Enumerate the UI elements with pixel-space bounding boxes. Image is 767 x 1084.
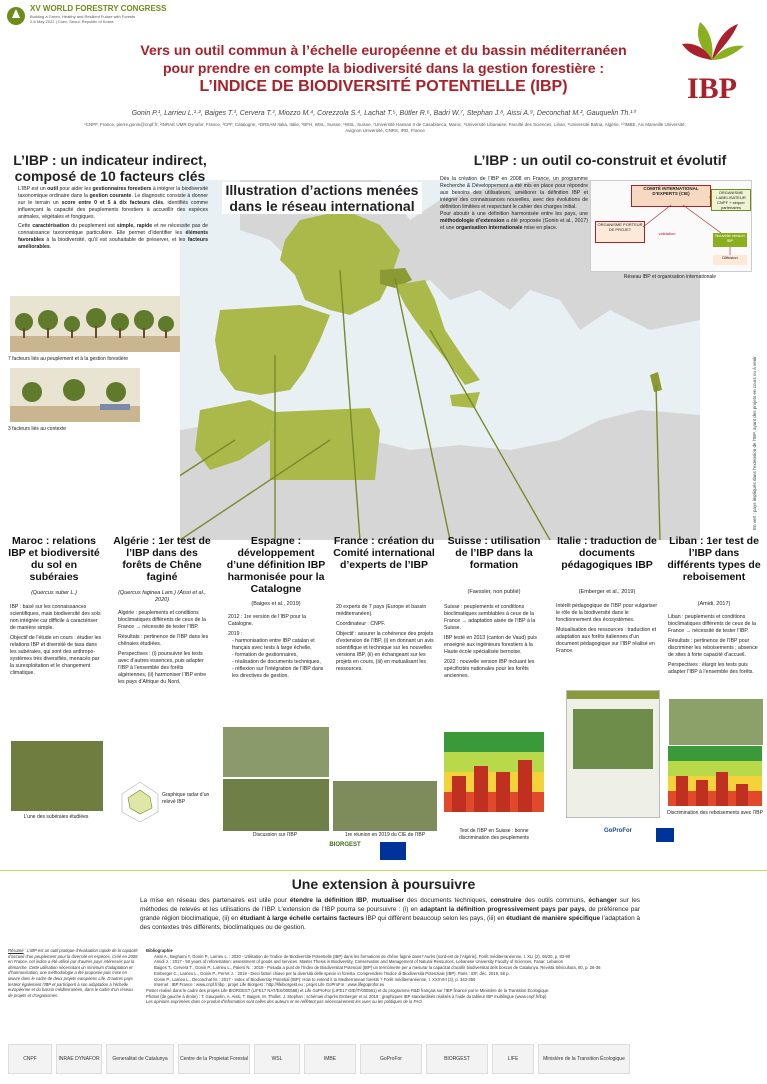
logo-cnpf: CNPF: [8, 1044, 52, 1074]
conference-title: XV WORLD FORESTRY CONGRESS: [30, 4, 167, 13]
wfc-logo: [6, 6, 26, 26]
diagram-box-project: ORGANISME PORTEUR DE PROJET: [595, 221, 645, 243]
col-suisse-sub: (Faessler, non publié): [467, 589, 521, 595]
col-liban-caption: Discrimination des reboisements avec l’IBP: [667, 810, 763, 816]
authors: Gonin P.¹, Larrieu L.¹·², Baiges T.³, Cervera T.³, Miozzo M.⁴, Corezzola S.⁴, Lachat T.⁵, Bütler R.⁶, Badri W.⁷, Stephan J.⁸, Aissi A.⁹, Deconchat M.², Gauquelin Th.¹⁰: [131, 110, 636, 117]
left-section-title: L’IBP : un indicateur indirect, composé de 10 facteurs clés: [13, 152, 207, 184]
col-maroc-sub: (Quercus suber L.): [31, 590, 77, 596]
diagram-box-cie: COMITÉ INTERNATIONAL D’EXPERTS (CIE): [631, 185, 711, 207]
biorgest-logo-inline: BIORGEST: [329, 842, 361, 848]
conference-subtitle: Building a Green, Healthy and Resilient Future with Forests 2-6 May 2022 | Coex, Seoul, Republic of Korea: [30, 14, 136, 24]
affiliations: ¹CNPF, France, pierre.gonin@cnpf.fr; ²INRAE UMR Dynafor, France, ³CPF, Catalogne, ⁴DREAM Italia, Italie, ⁵BFH, WSL, Suisse, ⁶WSL, Suisse, ⁷Université Hassan II de Casablanca, Maroc, ⁸Université Libanaise, Faculté des Sciences, Liban, ⁹Université Batna, Algérie, ¹⁰IMBE, Aix Marseille Université, Avignon Université, CNRS, IRD, France: [84, 122, 686, 133]
col-algerie-caption: Graphique radar d’un relevé IBP: [162, 792, 210, 805]
suisse-bar-chart: [444, 732, 544, 812]
col-suisse-caption: Test de l’IBP en Suisse : bonne discrimination des peuplements: [458, 828, 530, 841]
bibliography: Bibliographie Aissi A., Beghami Y, Gonin P., Larrieu L. : 2020 - Utilisation de l’indice de Biodiversité Potentielle (IBP) dans les formations de chêne faginé dans l’Aurès (nord-est de l’Algérie). Forêt méditerranéenne, t. XLI (2), 06/20, p. 83-90 Amidi J. : 2017 - 50 years of reforestation: assessment of goods and services. Master Thesis in Biodiversity, Conservation and Management of Natural Resources. Lebanese University Faculty of Sciences, Fanar, Lebanon Baiges T., Cervera T., Gonin P., Larrieu L., Palero N. : 2019 - Posada a punt de l’Índex de Biodiversitat Potencial (IBP) un termòmetre per a mesurar la capacitat d’acollir biodiversitat dels boscos de Catalunya. Revista Silvicultura, 80, p. 26-36 Emberger C., Larrieu L., Gonin P., Perret J. : 2019 - Dieci fattori chiave per la diversità delle specie in foresta. Comprendere l’Indice di Biodiversità Potenziale (IBP). Paris : IDF, déc. 2019, 58 p. Gonin P., Larrieu L., Deconchat M. : 2017 - Index of Biodiversity Potential (IBP): How to extend it to Mediterranean forests ? Forêt méditerranéenne, t. XXXVIII (3), p. 343-350 Internet : IBP France : www.cnpf.fr/ibp ; projet Life Biorgest : http://lifebiorgest.eu ; projet Life GoProFor : www.lifegoprofor.eu Poster réalisé dans le cadre des projets Life BIORGEST (LIFE17 NAT/ES/000568) et Life GoProFor (LIFE17 GIE/IT/000561) et du programme R&D français sur l’IBP financé par le Ministère de la Transition Écologique. Photos (de gauche à droite) : T. Gauquelin, A. Aissi, T. Baiges, M. Thollet, J. Stephan ; schémas d’après Emberger et al. 2019 ; graphiques IBP standardisés réalisés à l’aide du tableur IBP multilingue (www.cnpf.fr/ibp) Les opinions exprimées dans ce produit d’information sont celles des auteurs et ne reflètent pas nécessairement les vues ou les politiques de la FAO.: [146, 948, 601, 1005]
photo-espagne-discussion: [222, 778, 330, 832]
col-algerie-title: Algérie : 1er test de l’IBP dans des forêts de Chêne faginé: [113, 535, 211, 583]
middle-section-title: Illustration d’actions menées dans le réseau international: [222, 182, 422, 214]
extension-text: La mise en réseau des partenaires est utile pour étendre la définition IBP, mutualiser des documents techniques, construire des outils communs, échanger sur les méthodes de relevés et les utilisations de l’IBP. L’extension de l’IBP pourra se poursuivre : (i) en adaptant la définition progressivement pays par pays, de préférence par grande région bioclimatique, (ii) en étudiant à large échelle certains facteurs IBP qui diffèrent beaucoup selon les pays, (iii) en étudiant de manière spécifique l’adaptation à des contextes très différents, bioclimatiques ou de gestion.: [140, 897, 640, 931]
section-divider: [0, 870, 767, 871]
col-espagne-sub: (Baiges et al., 2019): [251, 601, 301, 607]
col-espagne-text: 2012 : 1re version de l’IBP pour la Catalogne. 2019 : - harmonisation entre IBP catalan et français avec tests à large échelle, - formation de gestionnaires, - réalisation de documents techniques, - réflexion sur l’intégration de l’IBP dans les directives de gestion.: [228, 614, 324, 679]
logo-imbe: IMBE: [304, 1044, 356, 1074]
poster-title-line2: pour prendre en compte la biodiversité dans la gestion forestière :: [162, 60, 605, 76]
logo-catalunya: Generalitat de Catalunya: [106, 1044, 174, 1074]
logo-inrae: INRAE DYNAFOR: [56, 1044, 102, 1074]
ibp-logo-text: IBP: [686, 72, 738, 105]
col-liban-title: Liban : 1er test de l’IBP dans différents types de reboisement: [667, 535, 761, 583]
side-note: En vert : pays impliqués dans l’extension de l’IBP, ayant des projets en cours ou à venir: [752, 356, 757, 530]
logo-cpf: Centre de la Propietat Forestal: [178, 1044, 250, 1074]
logo-ministere: Ministère de la Transition Écologique: [538, 1044, 630, 1074]
col-france-title: France : création du Comité international d’experts de l’IBP: [333, 535, 435, 571]
right-section-title: L’IBP : un outil co-construit et évolutif: [473, 152, 727, 168]
factors-caption-stand: 7 facteurs liés au peuplement et à la gestion forestière: [8, 356, 129, 362]
logo-life: LIFE: [492, 1044, 534, 1074]
italian-booklet: [566, 690, 660, 818]
photo-espagne-landscape: [222, 726, 330, 778]
col-italie-text: Intérêt pédagogique de l’IBP pour vulgariser le rôle de la biodiversité dans le fonctionnement des écosystèmes. Mutualisation des ressources : traduction et adaptation aux forêts italiennes d’un document pédagogique sur l’IBP réalisé en France.: [556, 603, 658, 654]
eu-flag-inline: [380, 842, 406, 860]
logo-biorgest: BIORGEST: [426, 1044, 488, 1074]
logo-wsl: WSL: [254, 1044, 300, 1074]
col-france-caption: 1re réunion en 2019 du CIE de l’IBP: [344, 832, 426, 838]
col-algerie-text: Algérie : peuplements et conditions bioclimatiques différents de ceux de la France → nécessité de tester l’IBP. Résultats : pertinence de l’IBP dans les chênaies étudiées. Perspectives : (i) poursuivre les tests avec d’autres essences, puis adapter l’IBP à l’ensemble des forêts algériennes, (ii) harmoniser l’IBP entre les pays d’Afrique du Nord.: [118, 610, 209, 685]
factors-caption-context: 3 facteurs liés au contexte: [8, 426, 67, 432]
right-section-text: Dès la création de l’IBP en 2008 en France, un programme Recherche & Développement a été mis en place pour répondre aux besoins des utilisateurs, améliorer la définition IBP et intégrer des connaissances nouvelles, avec des évolutions de définition limitées et respectant le cahier des charges initial. Pour aboutir à une définition harmonisée entre les pays, une méthodologie d’extension a été proposée (Gonin et al., 2017) et une organisation internationale mise en place.: [440, 176, 588, 231]
diagram-box-validation: validation: [658, 231, 676, 236]
col-espagne-caption: Discussion sur l’IBP: [252, 832, 298, 838]
diagram-box-diffusion: Diffusion: [713, 255, 747, 265]
col-algerie-sub: (Quercus faginea Lam.) (Aissi et al., 2020): [118, 590, 206, 603]
photo-liban: [668, 698, 764, 746]
col-suisse-title: Suisse : utilisation de l’IBP dans la formation: [447, 535, 541, 571]
factors-illustration-context: [10, 368, 140, 422]
col-liban-sub: (Amidi, 2017): [697, 601, 731, 607]
left-section-text: L’IBP est un outil pour aider les gestionnaires forestiers à intégrer la biodiversité taxonomique ordinaire dans la gestion courante. Le diagnostic consiste à donner sur le terrain un score entre 0 et 5 à dix facteurs clés, identifiés comme influençant la capacité des peuplements forestiers à accueillir des espèces animales, végétales et fongiques. Cette caractérisation du peuplement est simple, rapide et ne nécessite pas de connaissance taxonomique particulière. Elle permet d’identifier les éléments favorables à la biodiversité, qu’il est souhaitable de préserver, et les facteurs améliorables.: [18, 186, 209, 250]
extension-title: Une extension à poursuivre: [291, 876, 476, 892]
col-maroc-text: IBP : basé sur les connaissances scientifiques, mais biodiversité des sols non intégrée car difficile à caractériser de manière simple. Objectif de l’étude en cours : étudier les relations IBP et diversité de taxa dans les subéraies, qui sont des anthropo-systèmes très diversifiés, menacés par la surexploitation et le changement climatique.: [10, 604, 102, 676]
diagram-box-new-version: Nouvelle version IBP: [713, 233, 747, 247]
goprofor-logo-inline: GoProFor: [604, 828, 632, 834]
col-espagne-title: Espagne : développement d’une définition IBP harmonisée pour la Catalogne: [226, 535, 326, 595]
col-italie-title: Italie : traduction de documents pédagogiques IBP: [557, 535, 657, 571]
col-suisse-text: Suisse : peuplements et conditions bioclimatiques semblables à ceux de la France → adaptation aisée de l’IBP à la Suisse. IBP testé en 2013 (canton de Vaud) puis enseigné aux ingénieurs forestiers à la Haute école spécialisée bernoise. 2022 : nouvelle version IBP incluant les spécificités nationales pour les forêts anciennes.: [444, 604, 537, 679]
logo-goprofor: GoProFor: [360, 1044, 422, 1074]
col-italie-sub: (Emberger et al., 2019): [578, 589, 636, 595]
organisation-diagram: [590, 180, 752, 272]
diagram-caption: Réseau IBP et organisation internationale: [623, 274, 717, 280]
col-maroc-title: Maroc : relations IBP et biodiversité du sol en subéraies: [8, 535, 100, 583]
photo-france-meeting: [332, 780, 438, 832]
photo-maroc: [10, 740, 104, 812]
factors-illustration-stand: [10, 296, 180, 352]
poster-title-line1: Vers un outil commun à l’échelle européenne et du bassin méditerranéen: [140, 42, 627, 58]
col-france-text: 20 experts de 7 pays (Europe et bassin méditerranéen). Coordinateur : CNPF. Objectif : assurer la cohérence des projets d’extension de l’IBP, (i) en donnant un avis scientifique et technique sur les nouvelles versions IBP, (ii) en échangeant sur les projets en cours, (iii) en mutualisant les ressources.: [336, 604, 434, 672]
col-maroc-caption: L’une des subéraies étudiées: [23, 814, 89, 820]
liban-bar-chart: [668, 746, 762, 806]
poster-title-line3: L’INDICE DE BIODIVERSITÉ POTENTIELLE (IBP): [199, 78, 568, 95]
col-liban-text: Liban : peuplements et conditions bioclimatiques différents de ceux de la France → nécessité de tester l’IBP. Résultats : pertinence de l’IBP pour discriminer les reboisements ; absence de sites à forte capacité d’accueil. Perspectives : élargir les tests puis adapter l’IBP à l’ensemble des forêts.: [668, 614, 758, 675]
resume: Résumé : L’IBP est un outil pratique d’évaluation rapide de la capacité d’accueil d’un peuplement pour la diversité en espèces. Créé en 2008 en France, cet indice a été utilisé par d’autres pays intéressés par la démarche. Cette utilisation nécessitant un minimum d’adaptation et d’harmonisation, une méthodologie a été proposée puis mise en œuvre dans le cadre de deux projets européens Life. D’autres pays testent également l’IBP et participent à son adaptation à l’échelle européenne et du bassin méditerranéen, dans le cadre d’un réseau de projets et d’organismes.: [8, 948, 138, 998]
radar-chart: [118, 780, 162, 824]
diagram-box-labeliser: ORGANISME LABELISATEUR CNPF + séquer partenaires: [711, 189, 751, 211]
eu-flag-inline-2: [656, 828, 674, 842]
